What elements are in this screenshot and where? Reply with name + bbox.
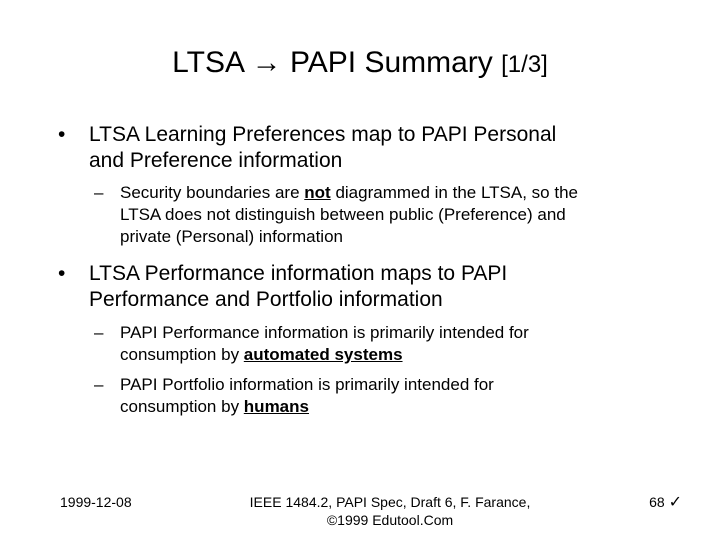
subbullet-portfolio-humans — [94, 374, 680, 418]
slide-title — [0, 43, 720, 85]
bullet-learning-preferences — [58, 122, 689, 174]
footer-date: 1999-12-08 — [60, 494, 132, 510]
bullet-line: and Preference information — [89, 149, 343, 172]
bullet-line: Performance and Portfolio information — [89, 288, 443, 311]
subbullet-line: PAPI Performance information is primarily intended for — [120, 323, 529, 342]
title-part: [1/3] — [501, 51, 548, 78]
footer-page-number — [620, 493, 682, 512]
subbullet-line: private (Personal) information — [120, 227, 343, 246]
subbullet-line — [120, 344, 680, 366]
text-segment: Security boundaries are — [120, 183, 305, 202]
title-main: LTSA → PAPI Summary — [172, 46, 493, 79]
bullet-performance-information — [58, 261, 689, 313]
page-number: 68 — [649, 494, 665, 510]
bullet-marker: • — [58, 262, 66, 285]
text-segment: diagrammed in the LTSA, so the — [330, 183, 578, 202]
text-segment: consumption by — [120, 345, 244, 364]
subbullet-line: LTSA does not distinguish between public (Preference) and — [120, 205, 566, 224]
dash-marker: – — [94, 323, 104, 342]
check-icon: ✓ — [668, 494, 682, 511]
emphasis-automated-systems: automated systems — [243, 345, 403, 364]
emphasis-humans: humans — [243, 397, 309, 416]
bullet-line: LTSA Performance information maps to PAPI — [89, 262, 508, 285]
dash-marker: – — [94, 375, 104, 394]
text-segment: consumption by — [120, 397, 244, 416]
footer-citation — [200, 493, 580, 529]
bullet-marker: • — [58, 123, 66, 146]
footer-citation-line: IEEE 1484.2, PAPI Spec, Draft 6, F. Farance, — [249, 494, 531, 510]
dash-marker: – — [94, 183, 104, 202]
emphasis-not: not — [304, 183, 331, 202]
subbullet-security-boundaries — [94, 182, 680, 248]
footer-copyright-line: ©1999 Edutool.Com — [326, 512, 454, 528]
bullet-line: LTSA Learning Preferences map to PAPI Personal — [89, 123, 557, 146]
subbullet-line: PAPI Portfolio information is primarily intended for — [120, 375, 494, 394]
subbullet-line — [120, 396, 680, 418]
subbullet-line — [120, 182, 680, 204]
subbullet-performance-automated — [94, 322, 680, 366]
